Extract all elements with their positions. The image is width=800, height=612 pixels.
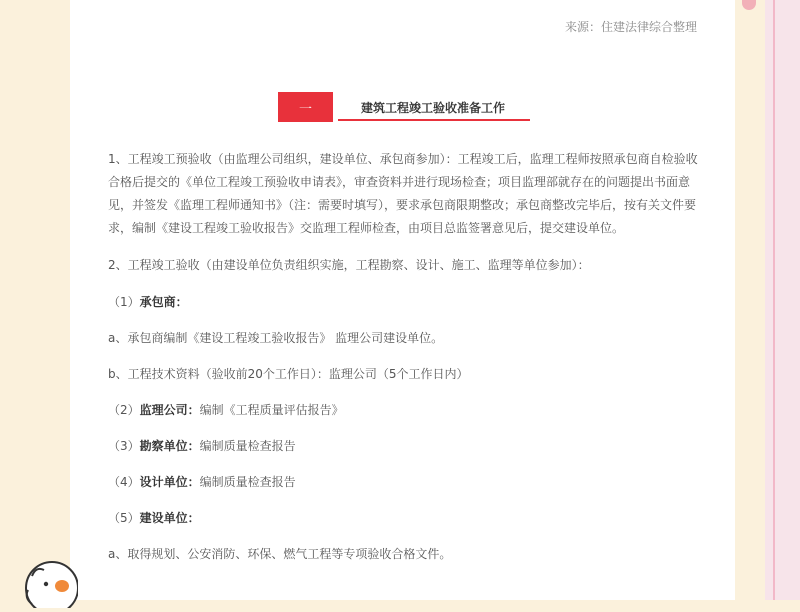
article-page [70,0,735,600]
label-supervisor: 监理公司： [139,403,200,417]
paragraph-contractor: （1）承包商： [108,295,188,309]
paragraph-owner: （5）建设单位： [108,511,200,525]
paragraph-item-b: b、工程技术资料（验收前20个工作日）：监理公司（5个工作日内） [108,367,469,381]
pink-corner-decoration [742,0,756,10]
article-body [108,148,698,579]
label-design-unit: 设计单位： [139,475,200,489]
label-owner: 建设单位： [139,511,200,525]
section-title: 建筑工程竣工验收准备工作 [360,100,505,115]
paragraph-supervisor: （2）监理公司：编制《工程质量评估报告》 [108,403,344,417]
paragraph-item-a: a、承包商编制《建设工程竣工验收报告》 监理公司建设单位。 [108,331,444,345]
paragraph-owner-item-a: a、取得规划、公安消防、环保、燃气工程等专项验收合格文件。 [108,547,452,561]
label-contractor: 承包商： [139,295,188,309]
label-survey-unit: 勘察单位： [139,439,200,453]
section-heading [278,92,530,122]
section-number-badge: 一 [278,92,333,122]
section-title-underline [338,119,530,121]
paragraph-design-unit: （4）设计单位：编制质量检查报告 [108,475,296,489]
paragraph-survey-unit: （3）勘察单位：编制质量检查报告 [108,439,296,453]
paragraph-final-acceptance: 2、工程竣工验收（由建设单位负责组织实施，工程勘察、设计、施工、监理等单位参加）： [108,258,590,272]
left-frame [0,0,70,600]
right-pink-frame [765,0,800,600]
paragraph-pre-acceptance: 1、工程竣工预验收（由监理公司组织，建设单位、承包商参加）：工程竣工后，监理工程师按照承包商自检验收合格后提交的《单位工程竣工预验收申请表》，审查资料并进行现场检查；项目监理部就存在的问题提出书面意见，并签发《监理工程师通知书》（注：需要时填写），要求承包商限期整改；承包商整改完毕后，按有关文件要求，编制《建设工程竣工验收报告》交监理工程师检查，由项目总监签署意见后，提交建设单位。 [108,152,698,235]
source-line: 来源：住建法律综合整理 [564,20,697,34]
cartoon-character-icon [22,548,78,608]
